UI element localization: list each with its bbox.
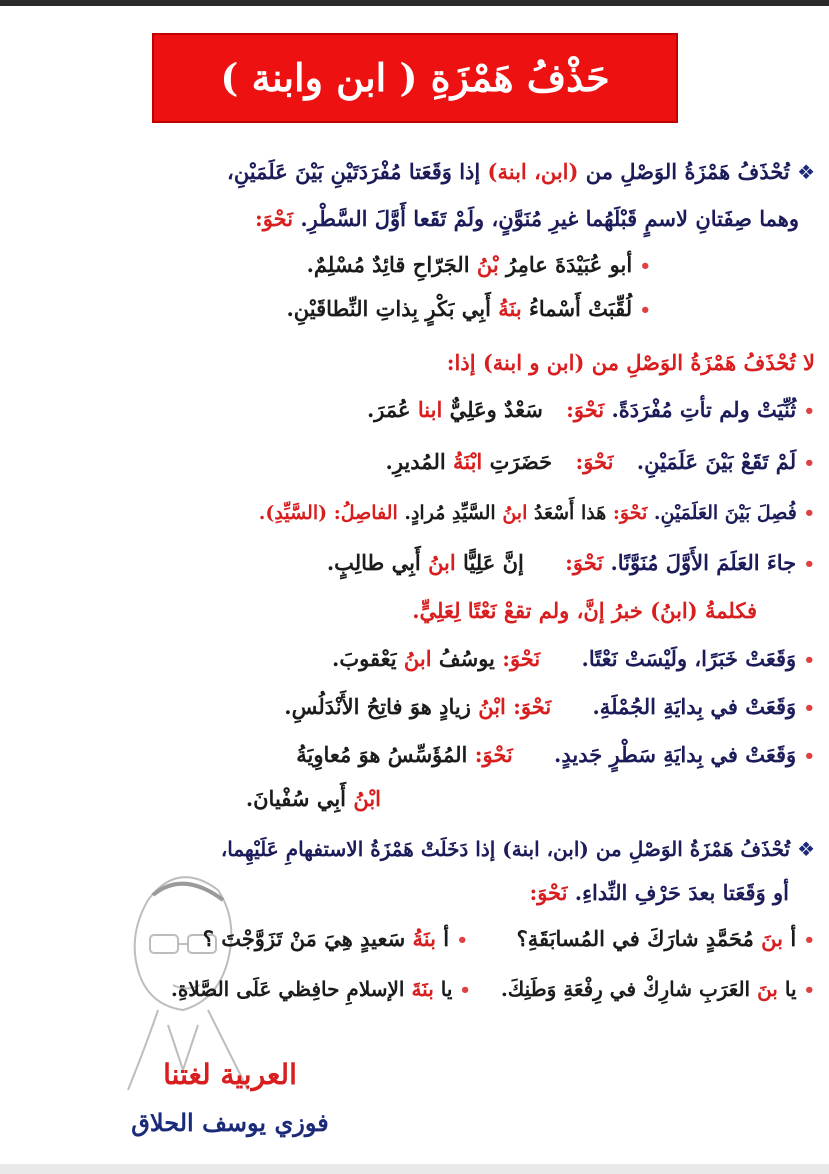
rule1-example-1 (307, 248, 651, 284)
ex-text: يَعْقوبَ. (332, 646, 397, 671)
example-label: نَحْوَ: (565, 550, 604, 575)
ex-text: يا (440, 977, 453, 1001)
cond-text: وَقَعَتْ في بِدايَةِ سَطْرٍ جَديدٍ. (554, 742, 797, 767)
rule1-line2-text: وهما صِفَتانِ لاسمٍ قَبْلَهُما غيرِ مُنَوَّنٍ، ولَمْ تَقَعا أَوَّلَ السَّطْرِ. (300, 206, 799, 231)
ex-text: الإسلامِ حافِظي عَلَى الصَّلاةِ. (170, 977, 405, 1001)
ex-highlight: ابْنُ (353, 786, 381, 811)
rule1-example-label: نَحْوَ: (255, 206, 294, 231)
ex-text: أبو عُبَيْدَةَ عامِرُ (506, 252, 633, 277)
rule2-item-6 (284, 690, 815, 726)
bullet-icon: • (639, 256, 651, 277)
cond-text: وَقَعَتْ في بِدايَةِ الجُمْلَةِ. (592, 694, 797, 719)
ex-text: الجَرّاحِ قائِدٌ مُسْلِمٌ. (306, 252, 470, 277)
rule3-examples-row2 (171, 972, 815, 1008)
rule2-item-3 (259, 496, 815, 531)
example-label: نَحْوَ: (612, 502, 648, 524)
rule1-line1 (227, 155, 815, 189)
diamond-bullet-icon: ❖ (797, 160, 815, 184)
rule1-suffix: إذا وَقَعَتا مُفْرَدَتَيْنِ بَيْنَ عَلَمَيْنِ، (227, 159, 481, 184)
cond-text: لَمْ تَقَعْ بَيْنَ عَلَمَيْنِ. (636, 449, 797, 474)
bullet-icon: • (803, 453, 815, 474)
ex-highlight: بنَةَ (411, 977, 434, 1001)
rule1-line2 (255, 202, 799, 236)
rule1-prefix: تُحْذَفُ هَمْزَةُ الوَصْلِ من (585, 159, 790, 184)
ex-text: سَعْدٌ وعَلِيٌّ (449, 397, 543, 422)
note-text: فكلمةُ (ابنُ) خبرُ إنَّ، ولم تقعْ نَعْتًا لِعَلِيٍّ. (412, 598, 757, 623)
bullet-icon: • (459, 980, 471, 1001)
rule1-words: (ابن، ابنة) (487, 159, 579, 184)
bullet-icon: • (803, 401, 815, 422)
ex-highlight: بنَ (761, 926, 784, 951)
rule3-line1 (221, 832, 815, 866)
bullet-icon: • (803, 650, 815, 671)
ex-text: يا (784, 977, 797, 1001)
example-label: نَحْوَ: (502, 646, 541, 671)
rule2-item-7 (296, 738, 815, 774)
ex-text: حَضَرَتِ (489, 449, 553, 474)
bullet-icon: • (456, 930, 468, 951)
ex-highlight: ابنُ (428, 550, 456, 575)
ex-text: زيادٍ هوَ فاتِحُ الأَنْدَلُسِ. (284, 694, 471, 719)
rule2-note (412, 594, 757, 628)
example-label: نَحْوَ: (575, 449, 614, 474)
rule3-examples-row1 (203, 922, 815, 958)
rule2-heading (447, 346, 815, 380)
bullet-icon: • (639, 300, 651, 321)
ex-text: إنَّ عَلِيًّا (463, 550, 524, 575)
ex-text: مُحَمَّدٍ شارَكَ في المُسابَقَةِ؟ (516, 926, 754, 951)
rule2-item-5 (332, 642, 815, 678)
page-title: حَذْفُ هَمْزَةِ ( ابن وابنة ) (220, 55, 610, 100)
cond-text: ثُنِّيَتْ ولم تأتِ مُفْرَدَةً. (611, 397, 797, 422)
rule3-line2 (529, 876, 789, 910)
ex-text: العَرَبِ شارِكْ في رِفْعَةِ وَطَنِكَ. (500, 977, 751, 1001)
ex-text: يوسُفُ (438, 646, 495, 671)
ex-highlight: بنَ (757, 977, 778, 1001)
ex-highlight: ابْنَةُ (452, 449, 483, 474)
ex-text: المُديرِ. (385, 449, 446, 474)
ex-highlight: ابنُ (403, 646, 432, 671)
top-border (0, 0, 829, 6)
rule3-prefix: تُحْذَفُ هَمْزَةُ الوَصْلِ من (ابن، ابنة) إذا دَخَلَتْ هَمْزَةُ الاستفهامِ عَلَيْهِما، (220, 837, 791, 861)
example-label: نَحْوَ: (513, 694, 552, 719)
ex-highlight: بْنُ (476, 252, 499, 277)
rule2-heading-text: لا تُحْذَفُ هَمْزَةُ الوَصْلِ من (ابن و ابنة) إذا: (446, 350, 815, 375)
rule2-item-7-cont (246, 782, 381, 816)
ex-highlight: ابنا (417, 397, 443, 422)
portrait-sketch (88, 840, 268, 1090)
ex-text: أ (790, 926, 797, 951)
cond-text: وَقَعَتْ خَبَرًا، ولَيْسَتْ نَعْتًا. (581, 646, 797, 671)
ex-text: سَعيدٍ هِيَ مَنْ تَزَوَّجْتَ ؟ (202, 926, 406, 951)
separator-note: الفاصِلُ: (السَّيِّدِ). (258, 502, 398, 524)
title-banner (152, 33, 678, 123)
bullet-icon: • (803, 698, 815, 719)
rule1-example-2 (286, 292, 651, 328)
diamond-bullet-icon: ❖ (797, 837, 815, 861)
example-label: نَحْوَ: (566, 397, 605, 422)
ex-highlight: بنَةُ (412, 926, 436, 951)
bullet-icon: • (803, 980, 815, 1001)
bullet-icon: • (803, 930, 815, 951)
bullet-icon: • (803, 554, 815, 575)
bullet-icon: • (803, 746, 815, 767)
signature-title: العربية لغتنا (163, 1058, 297, 1091)
cond-text: فُصِلَ بَيْنَ العَلَمَيْنِ. (653, 502, 797, 524)
ex-text: لُقِّبَتْ أَسْماءُ (529, 296, 633, 321)
ex-highlight: ابْنُ (478, 694, 506, 719)
ex-text: أَبِي بَكْرٍ بِذاتِ النِّطاقَيْنِ. (286, 296, 491, 321)
rule2-item-1 (367, 393, 815, 429)
cond-text: جاءَ العَلَمَ الأَوَّلَ مُنَوَّنًا. (610, 550, 797, 575)
rule3-line2-text: أو وَقَعَتا بعدَ حَرْفِ النِّداءِ. (574, 880, 789, 905)
example-label: نَحْوَ: (474, 742, 513, 767)
ex-text: المُؤَسِّسُ هوَ مُعاوِيَةُ (296, 742, 468, 767)
rule2-item-2 (386, 445, 815, 481)
signature-author: فوزي يوسف الحلاق (131, 1108, 329, 1137)
ex-highlight: ابنُ (502, 502, 528, 524)
bullet-icon: • (803, 503, 815, 524)
ex-text: هَذا أَسْعَدُ (534, 502, 607, 524)
ex-text: أ (443, 926, 450, 951)
rule3-example-label: نَحْوَ: (529, 880, 568, 905)
rule2-item-4 (327, 546, 815, 582)
bottom-border (0, 1164, 829, 1174)
ex-text: السَّيِّدِ مُرادٍ. (404, 502, 496, 524)
ex-highlight: بنَةُ (498, 296, 522, 321)
ex-text: أَبِي طالِبٍ. (326, 550, 421, 575)
ex-text: أَبِي سُفْيانَ. (245, 786, 347, 811)
ex-text: عُمَرَ. (366, 397, 411, 422)
